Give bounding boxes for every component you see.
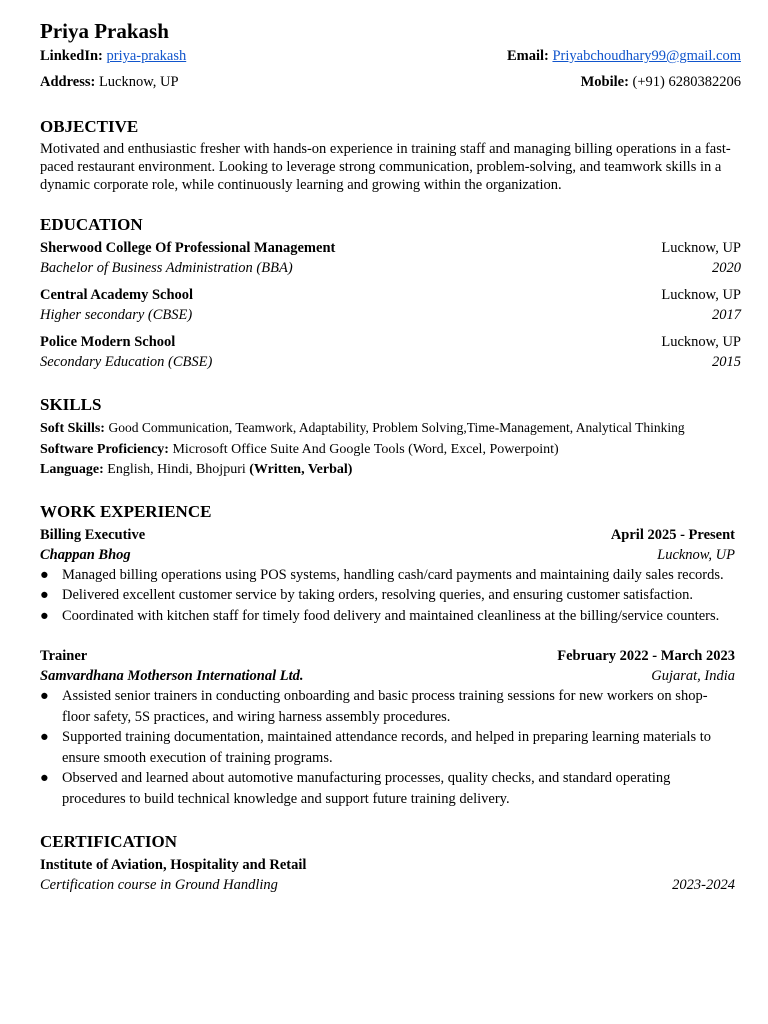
graduation-year: 2017 — [712, 307, 741, 323]
list-item: ● Observed and learned about automotive manufacturing processes, quality checks, and standard operating procedures to build technical knowledge and support future training delivery. — [40, 770, 671, 807]
list-item: ● Supported training documentation, maintained attendance records, and helped in preparing learning materials to ensure smooth execution of training programs. — [40, 729, 712, 766]
email-link[interactable]: Priyabchoudhary99@gmail.com — [552, 48, 741, 64]
education-item — [40, 285, 741, 325]
bullet-icon: ● — [40, 566, 49, 583]
school-name: Sherwood College Of Professional Management — [40, 240, 336, 256]
company-name: Samvardhana Motherson International Ltd. — [40, 668, 304, 684]
bullet-icon: ● — [40, 729, 49, 745]
certification-heading: CERTIFICATION — [40, 832, 177, 851]
mobile-value: (+91) 6280382206 — [632, 74, 741, 90]
language-line — [40, 460, 741, 481]
education-item — [40, 238, 741, 278]
software-line — [40, 440, 741, 461]
software-value: Microsoft Office Suite And Google Tools (Word, Excel, Powerpoint) — [172, 441, 559, 457]
address-value: Lucknow, UP — [98, 74, 179, 90]
certification-years: 2023-2024 — [672, 877, 735, 893]
degree: Secondary Education (CBSE) — [40, 354, 213, 370]
list-item: ● Coordinated with kitchen staff for timely food delivery and maintained cleanliness at the billing/service counters. — [40, 606, 741, 627]
contact-row-1 — [40, 46, 741, 66]
mobile-field — [581, 72, 741, 92]
job-dates: February 2022 - March 2023 — [557, 648, 735, 664]
degree: Bachelor of Business Administration (BBA) — [40, 260, 293, 276]
job-entry — [40, 525, 741, 627]
job-dates: April 2025 - Present — [610, 526, 735, 543]
bullet-icon: ● — [40, 607, 49, 624]
objective-heading: OBJECTIVE — [40, 117, 139, 136]
list-item: ● Delivered excellent customer service by taking orders, resolving queries, and ensuring customer satisfaction. — [40, 585, 741, 606]
linkedin-label: LinkedIn: — [40, 48, 103, 64]
bullet-icon: ● — [40, 770, 49, 786]
skills-section — [40, 394, 741, 481]
list-item: ● Managed billing operations using POS systems, handling cash/card payments and maintaining daily sales records. — [40, 565, 741, 586]
objective-section — [40, 116, 741, 194]
certification-institute: Institute of Aviation, Hospitality and Retail — [40, 857, 307, 873]
bullet-icon: ● — [40, 587, 49, 603]
certification-course: Certification course in Ground Handling — [40, 877, 278, 893]
graduation-year: 2020 — [712, 260, 741, 276]
language-label: Language: — [40, 462, 104, 477]
linkedin-link[interactable]: priya-prakash — [106, 48, 187, 64]
education-item — [40, 332, 741, 372]
list-item: ● Assisted senior trainers in conducting onboarding and basic process training sessions for new workers on shop-floor safety, 5S practices, and wiring harness assembly procedures. — [40, 688, 708, 725]
skills-heading: SKILLS — [40, 395, 102, 414]
job-title: Trainer — [40, 648, 88, 664]
job-bullets — [40, 686, 741, 809]
graduation-year: 2015 — [712, 354, 741, 370]
job-location: Lucknow, UP — [657, 546, 735, 563]
job-location: Gujarat, India — [651, 668, 735, 684]
soft-skills-line — [40, 418, 741, 440]
experience-heading: WORK EXPERIENCE — [40, 501, 212, 521]
school-name: Police Modern School — [40, 334, 176, 350]
degree: Higher secondary (CBSE) — [40, 307, 193, 323]
address-label: Address: — [40, 74, 96, 90]
spacer — [40, 626, 741, 646]
school-name: Central Academy School — [40, 287, 194, 303]
email-label: Email: — [506, 48, 549, 64]
mobile-label: Mobile: — [580, 74, 629, 90]
software-label: Software Proficiency: — [40, 441, 169, 457]
certification-section — [40, 831, 741, 895]
experience-section — [40, 501, 741, 810]
candidate-name: Priya Prakash — [40, 19, 169, 43]
address-field — [40, 72, 179, 92]
objective-text: Motivated and enthusiastic fresher with hands-on experience in training staff and managing billing operations in a fast-paced restaurant environment. Looking to leverage strong communication, problem-solving, and teamwork skills in a dynamic corporate role, while continuously learning and growing within the organization. — [40, 141, 731, 193]
school-location: Lucknow, UP — [661, 240, 741, 256]
school-location: Lucknow, UP — [661, 334, 741, 350]
job-title: Billing Executive — [40, 526, 146, 543]
email-field — [507, 46, 741, 66]
education-section — [40, 214, 741, 372]
soft-skills-value: Good Communication, Teamwork, Adaptability, Problem Solving,Time-Management, Analytical Thinking — [108, 420, 685, 435]
linkedin-field — [40, 46, 186, 66]
company-name: Chappan Bhog — [40, 546, 131, 563]
school-location: Lucknow, UP — [661, 287, 741, 303]
education-heading: EDUCATION — [40, 215, 143, 234]
job-entry — [40, 646, 741, 809]
job-bullets — [40, 565, 741, 627]
bullet-icon: ● — [40, 688, 49, 704]
language-note: (Written, Verbal) — [249, 462, 353, 477]
soft-skills-label: Soft Skills: — [40, 421, 105, 436]
contact-row-2 — [40, 72, 741, 92]
language-value: English, Hindi, Bhojpuri — [107, 462, 246, 477]
